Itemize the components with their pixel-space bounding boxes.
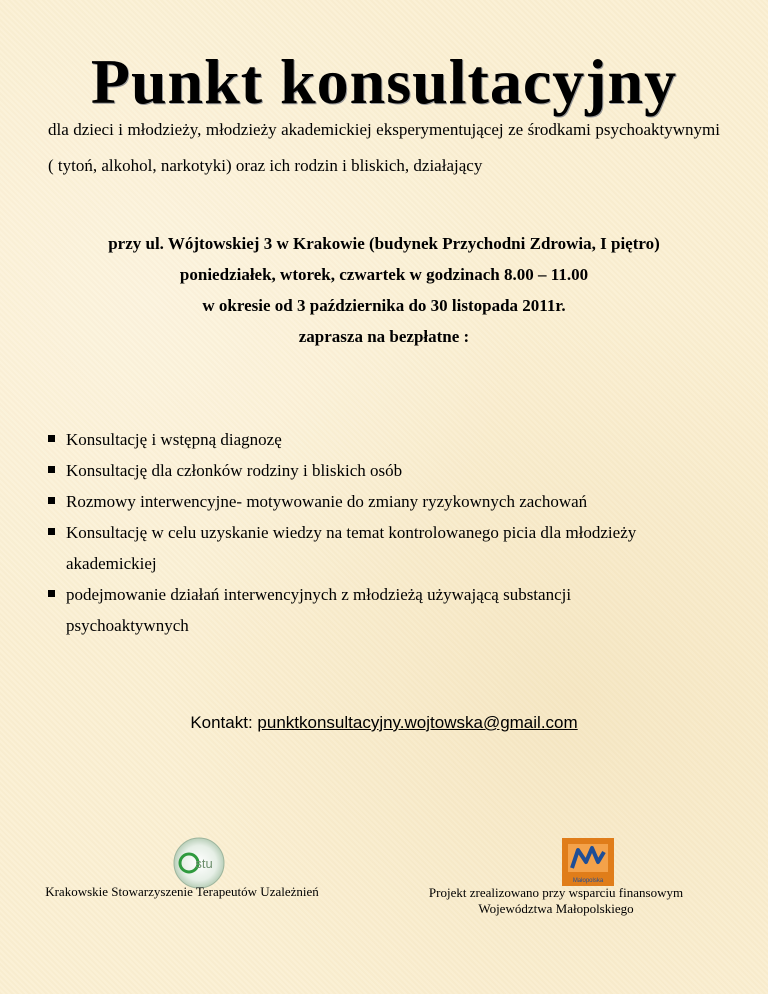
hours-line: poniedziałek, wtorek, czwartek w godzinach 8.00 – 11.00 bbox=[179, 265, 589, 284]
list-item-text: Rozmowy interwencyjne- motywowanie do zmiany ryzykownych zachowań bbox=[66, 492, 588, 511]
list-item bbox=[48, 579, 688, 641]
list-item-text: Konsultację dla członków rodziny i bliskich osób bbox=[66, 461, 403, 480]
list-item bbox=[48, 517, 688, 579]
kstu-logo-icon bbox=[172, 836, 226, 890]
period-line: w okresie od 3 października do 30 listopada 2011r. bbox=[202, 296, 566, 315]
services-list bbox=[48, 424, 688, 641]
contact-email-link[interactable]: punktkonsultacyjny.wojtowska@gmail.com bbox=[257, 713, 578, 732]
square-bullet-icon bbox=[48, 435, 55, 442]
list-item-text: podejmowanie działań interwencyjnych z młodzieżą używającą substancji psychoaktywnych bbox=[66, 585, 572, 635]
footer-right-line2: Województwa Małopolskiego bbox=[478, 901, 634, 916]
list-item-text: Konsultację w celu uzyskanie wiedzy na temat kontrolowanego picia dla młodzieży akademickiej bbox=[66, 523, 637, 573]
page-title: Punkt konsultacyjny bbox=[90, 46, 678, 117]
square-bullet-icon bbox=[48, 497, 55, 504]
intro-text: dla dzieci i młodzieży, młodzieży akademickiej eksperymentującej ze środkami psychoaktywnymi ( tytoń, alkohol, narkotyki) oraz ich rodzin i bliskich, działający bbox=[48, 120, 720, 175]
malopolska-logo-label: Małopolska bbox=[572, 878, 604, 884]
details-block bbox=[0, 228, 768, 352]
contact-label: Kontakt: bbox=[190, 713, 253, 732]
contact-line bbox=[0, 709, 768, 737]
footer-right-line1: Projekt zrealizowano przy wsparciu finansowym bbox=[428, 885, 684, 900]
address-line: przy ul. Wójtowskiej 3 w Krakowie (budynek Przychodni Zdrowia, I piętro) bbox=[108, 234, 660, 253]
list-item-text: Konsultację i wstępną diagnozę bbox=[66, 430, 282, 449]
footer-left-org: Krakowskie Stowarzyszenie Terapeutów Uzależnień bbox=[45, 884, 319, 899]
square-bullet-icon bbox=[48, 466, 55, 473]
footer-right-credit bbox=[396, 885, 716, 917]
list-item bbox=[48, 424, 688, 455]
square-bullet-icon bbox=[48, 590, 55, 597]
malopolska-logo-icon bbox=[562, 838, 614, 886]
invite-line: zaprasza na bezpłatne : bbox=[298, 327, 470, 346]
list-item bbox=[48, 486, 688, 517]
list-item bbox=[48, 455, 688, 486]
square-bullet-icon bbox=[48, 528, 55, 535]
kstu-logo-letters: stu bbox=[195, 856, 213, 871]
